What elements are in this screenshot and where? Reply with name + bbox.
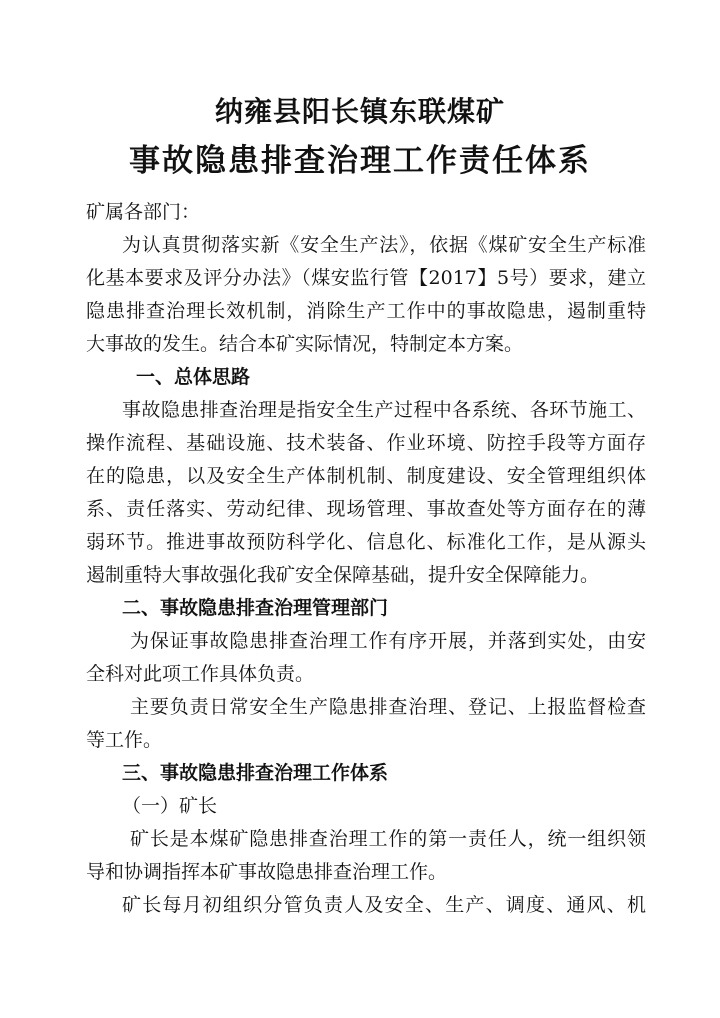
paragraph-line: 弱环节。推进事故预防科学化、信息化、标准化工作，是从源头	[86, 531, 646, 553]
paragraph-line: 事故隐患排查治理是指安全生产过程中各系统、各环节施工、	[122, 399, 646, 421]
paragraph-line: 矿长是本煤矿隐患排查治理工作的第一责任人，统一组织领	[130, 828, 646, 850]
paragraph-line: 遏制重特大事故强化我矿安全保障基础，提升安全保障能力。	[86, 564, 600, 586]
paragraph-line: 隐患排查治理长效机制，消除生产工作中的事故隐患，遏制重特	[86, 300, 646, 322]
document-title-line1: 纳雍县阳长镇东联煤矿	[214, 95, 505, 128]
paragraph-line: 导和协调指挥本矿事故隐患排查治理工作。	[86, 861, 448, 883]
document-title-line2: 事故隐患排查治理工作责任体系	[129, 143, 591, 179]
paragraph-line: 为保证事故隐患排查治理工作有序开展，并落到实处，由安	[130, 630, 646, 652]
paragraph-line: 操作流程、基础设施、技术装备、作业环境、防控手段等方面存	[86, 432, 646, 454]
paragraph-line: 等工作。	[86, 729, 163, 751]
paragraph-line: 系、责任落实、劳动纪律、现场管理、事故查处等方面存在的薄	[86, 498, 646, 520]
paragraph-line: 为认真贯彻落实新《安全生产法》，依据《煤矿安全生产标准	[122, 234, 646, 256]
paragraph-line: 大事故的发生。结合本矿实际情况，特制定本方案。	[86, 333, 524, 355]
section-heading-2: 二、事故隐患排查治理管理部门	[122, 597, 389, 619]
paragraph-line: 在的隐患，以及安全生产体制机制、制度建设、安全管理组织体	[86, 465, 646, 487]
paragraph-line: 矿长每月初组织分管负责人及安全、生产、调度、通风、机	[122, 894, 646, 916]
paragraph-line: 主要负责日常安全生产隐患排查治理、登记、上报监督检查	[130, 696, 646, 718]
subsection-heading: （一）矿长	[122, 795, 218, 817]
section-heading-3: 三、事故隐患排查治理工作体系	[122, 762, 389, 784]
salutation: 矿属各部门：	[86, 201, 201, 223]
paragraph-line: 全科对此项工作具体负责。	[86, 663, 315, 685]
paragraph-line: 化基本要求及评分办法》（煤安监行管【2017】5号）要求，建立	[86, 267, 646, 289]
section-heading-1: 一、总体思路	[136, 366, 251, 388]
